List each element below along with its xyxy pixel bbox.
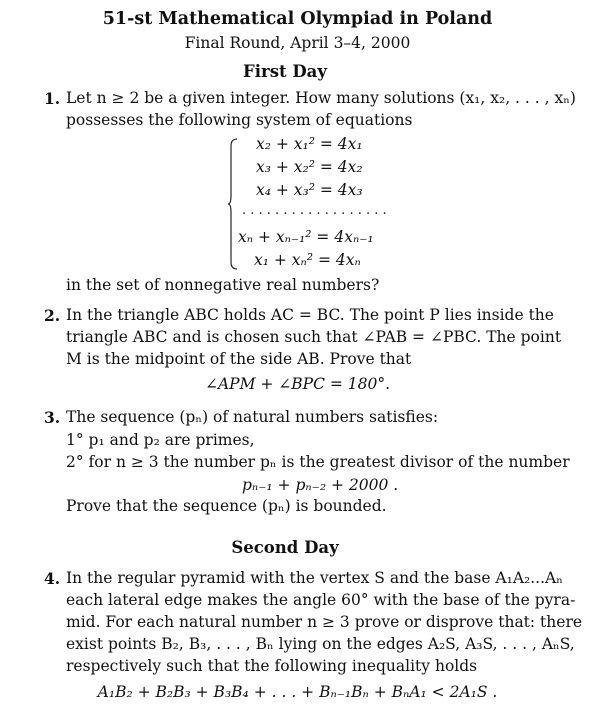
problem-text-line: each lateral edge makes the angle 60° with the base of the pyra-	[66, 591, 576, 609]
problem-text-line: respectively such that the following inequality holds	[66, 657, 478, 675]
problem-text-line: M is the midpoint of the side AB. Prove that	[66, 350, 412, 368]
problem-text-line: Let n ≥ 2 be a given integer. How many solutions (x₁, x₂, . . . , xₙ)	[66, 89, 576, 107]
problem-number: 4.	[44, 569, 61, 588]
problem-text-line: exist points B₂, B₃, . . . , Bₙ lying on the edges A₂S, A₃S, . . . , AₙS,	[66, 635, 575, 653]
problem-text-line: in the set of nonnegative real numbers?	[66, 276, 380, 294]
display-equation: pₙ₋₁ + pₙ₋₂ + 2000 .	[242, 476, 399, 494]
system-brace	[228, 138, 238, 270]
problem-text-line: possesses the following system of equations	[66, 111, 413, 129]
problem-text-line: mid. For each natural number n ≥ 3 prove or disprove that: there	[66, 613, 583, 631]
first-day-heading: First Day	[243, 62, 327, 81]
problem-text-line: The sequence (pₙ) of natural numbers satisfies:	[66, 408, 439, 426]
system-ellipsis-row: . . . . . . . . . . . . . . . . . .	[242, 203, 387, 218]
page-title: 51-st Mathematical Olympiad in Poland	[102, 9, 493, 29]
problem-number: 1.	[44, 89, 61, 108]
display-equation: A₁B₂ + B₂B₃ + B₃B₄ + . . . + Bₙ₋₁Bₙ + BₙA₁ < 2A₁S .	[97, 683, 498, 701]
problem-text-line: triangle ABC and is chosen such that ∠PAB = ∠PBC. The point	[66, 328, 562, 346]
problem-text-line: Prove that the sequence (pₙ) is bounded.	[66, 497, 387, 515]
system-equation: x₂ + x₁² = 4x₁	[256, 135, 363, 153]
problem-text-line: In the triangle ABC holds AC = BC. The point P lies inside the	[66, 306, 554, 324]
display-equation: ∠APM + ∠BPC = 180°.	[204, 375, 391, 393]
system-equation: x₄ + x₃² = 4x₃	[256, 181, 363, 199]
system-equation: xₙ + xₙ₋₁² = 4xₙ₋₁	[238, 228, 374, 246]
second-day-heading: Second Day	[231, 538, 339, 557]
problem-text-line: 2° for n ≥ 3 the number pₙ is the greatest divisor of the number	[66, 453, 570, 471]
system-equation: x₁ + xₙ² = 4xₙ	[254, 251, 361, 269]
problem-text-line: 1° p₁ and p₂ are primes,	[66, 431, 255, 449]
system-equation: x₃ + x₂² = 4x₂	[256, 158, 363, 176]
problem-number: 2.	[44, 306, 61, 325]
problem-number: 3.	[44, 408, 61, 427]
page-subtitle: Final Round, April 3–4, 2000	[184, 34, 411, 52]
problem-text-line: In the regular pyramid with the vertex S and the base A₁A₂...Aₙ	[66, 569, 563, 587]
